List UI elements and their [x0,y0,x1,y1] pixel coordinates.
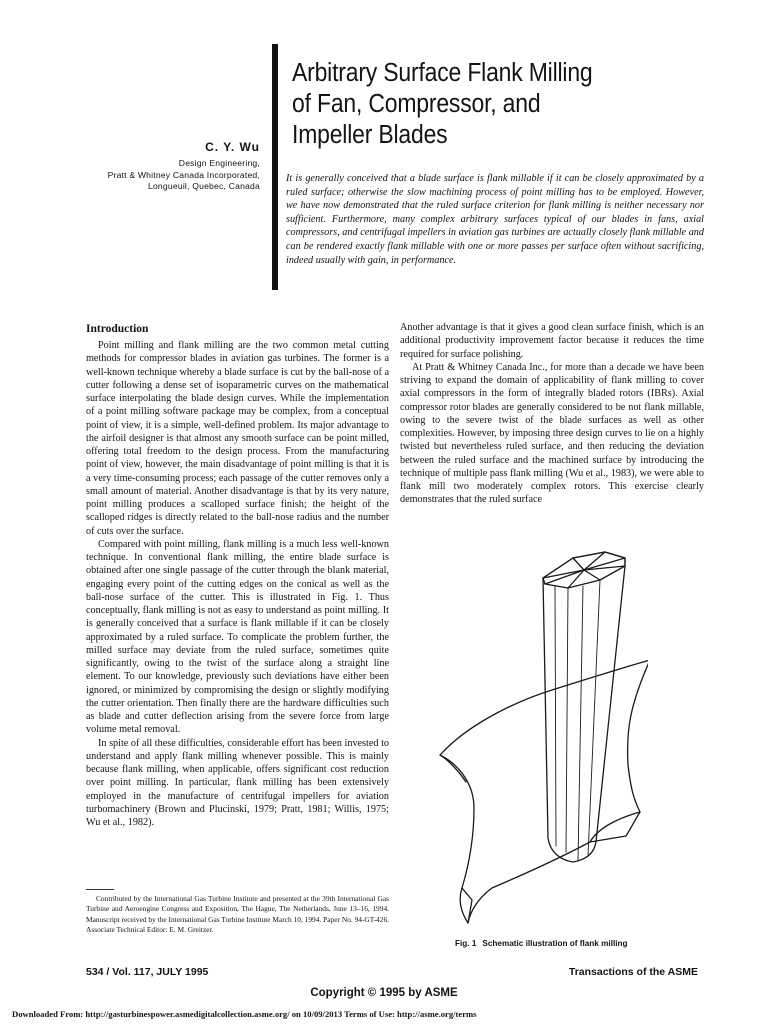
affiliation-line-2: Pratt & Whitney Canada Incorporated, [107,169,260,180]
section-heading-introduction: Introduction [86,323,149,335]
download-notice: Downloaded From: http://gasturbinespower.asmedigitalcollection.asme.org/ on 10/09/2013 Terms of Use: http://asme.org/terms [12,1009,477,1019]
copyright-line: Copyright © 1995 by ASME [310,987,458,999]
cutter-facet-lines [555,580,600,860]
affiliation-line-3: Longueuil, Quebec, Canada [147,181,260,191]
author-name: C. Y. Wu [205,140,260,154]
figure-label: Fig. 1 [455,939,477,948]
title-line-2: of Fan, Compressor, and [292,90,541,118]
paragraph: Point milling and flank milling are the two common metal cutting methods for compressor blades in aviation gas turbines. The former is a well-known technique whereby a blade surface is cut by the ball-nose of a cutter following a dense set of isoparametric curves on the mathematical surface interpolating the blade design curves. While the implementation of a point milling software package may be complex, from a conceptual point of view, it is a simple, well-defined problem. Its major advantage to the airfoil designer is that almost any smooth surface can be point milled, offering total freedom to the design process. From the manufacturing point of view, however, the main disadvantage of point milling is that it is a very time-consuming process; each passage of the cutter removes only a small amount of material. Another disadvantage is that by its very nature, point milling produces a scalloped surface finish; the height of the scalloped ridges is directly related to the ball-nose radius and the number of cuts over the surface. [86,340,389,537]
affiliation-line-1: Design Engineering, [178,158,260,168]
footnote-rule [86,889,114,890]
page-footer-left: 534 / Vol. 117, JULY 1995 [86,966,209,978]
footnote-text: Contributed by the International Gas Turbine Institute and presented at the 39th International Gas Turbine and Aeroengine Congress and Exposition, The Hague, The Netherlands, June 13–16, 1994. Manuscript received by the International Gas Turbine Institute March 10, 1994. Paper No. 94-GT-426. Associate Technical Editor: E. M. Greitzer. [86,894,389,934]
paragraph: In spite of all these difficulties, considerable effort has been invested to understand and apply flank milling whenever possible. This is mainly because flank milling, when applicable, offers significant cost reduction over point milling. In particular, flank milling has been extensively employed in the manufacture of centrifugal impellers for aviation turbomachinery (Brown and Plucinski, 1979; Pratt, 1981; Willis, 1975; Wu et al., 1982). [86,737,389,828]
figure-caption [455,939,628,948]
cutter-top-face [543,552,625,588]
title-rule [272,44,278,290]
title-line-3: Impeller Blades [292,121,448,149]
page-footer-right: Transactions of the ASME [568,966,698,978]
blade-root-edge [462,888,472,923]
abstract: It is generally conceived that a blade surface is flank millable if it can be closely approximated by a ruled surface; otherwise the slow machining process of point milling has to be employed. However, we have now demonstrated that the ruled surface criterion for flank milling is neither necessary nor sufficient. Furthermore, many complex arbitrary surfaces typical of our blades in fans, axial compressors, and centrifugal impellers in aviation gas turbines are actually closely flank millable and can be rendered exactly flank millable with one or more passes per surface often without sacrificing, indeed usually with gain, in performance. [286,173,704,266]
blade-surface [440,660,648,923]
paragraph: At Pratt & Whitney Canada Inc., for more than a decade we have been striving to expand the domain of applicability of flank milling to cover axial compressors in the form of integrally bladed rotors (IBRs). Axial compressor rotor blades are generally considered to be not flank millable, owing to the severe twist of the blade surfaces as well as other complexities. However, by imposing three design curves to lie on a highly twisted but nevertheless ruled surface, and then reducing the deviation between the ruled surface and the machined surface by introducing the technique of multiple pass flank milling (Wu et al., 1983), we were able to flank mill two moderately complex rotors. This exercise clearly demonstrates that the ruled surface [400,361,704,506]
left-column [86,339,389,829]
title-line-1: Arbitrary Surface Flank Milling [292,59,593,87]
paper-title [292,58,688,151]
right-column [400,321,704,507]
paragraph: Another advantage is that it gives a good clean surface finish, which is an additional productivity improvement factor because it reduces the time required for surface polishing. [400,322,704,360]
footnote [86,894,389,935]
paragraph: Compared with point milling, flank milling is a much less well-known technique. In conventional flank milling, the entire blade surface is obtained after one single passage of the cutter through the blank material, engaging every point of the cutting edges on the conical as well as the ball-nose surface of the cutter. This is illustrated in Fig. 1. Thus conceptually, flank milling is not as easy to understand as point milling. It is generally conceived that a surface is flank millable if it can be closely approximated by a ruled surface. To complicate the problem further, the milled surface may deviate from the ruled surface, sometimes quite significantly, owing to the twist of the surface along a straight line element. To our knowledge, previously such deviations have either been ignored, or minimized by compromising the design or slightly modifying the cutter orientation. Then finally there are the hardware difficulties such as blade and cutter deflection arising from the severe force from large volume metal removal. [86,538,389,736]
figure-caption-text: Schematic illustration of flank milling [482,939,628,948]
blade-leading-edge [440,755,466,782]
author-block [108,140,260,193]
flank-milling-figure [428,546,648,928]
